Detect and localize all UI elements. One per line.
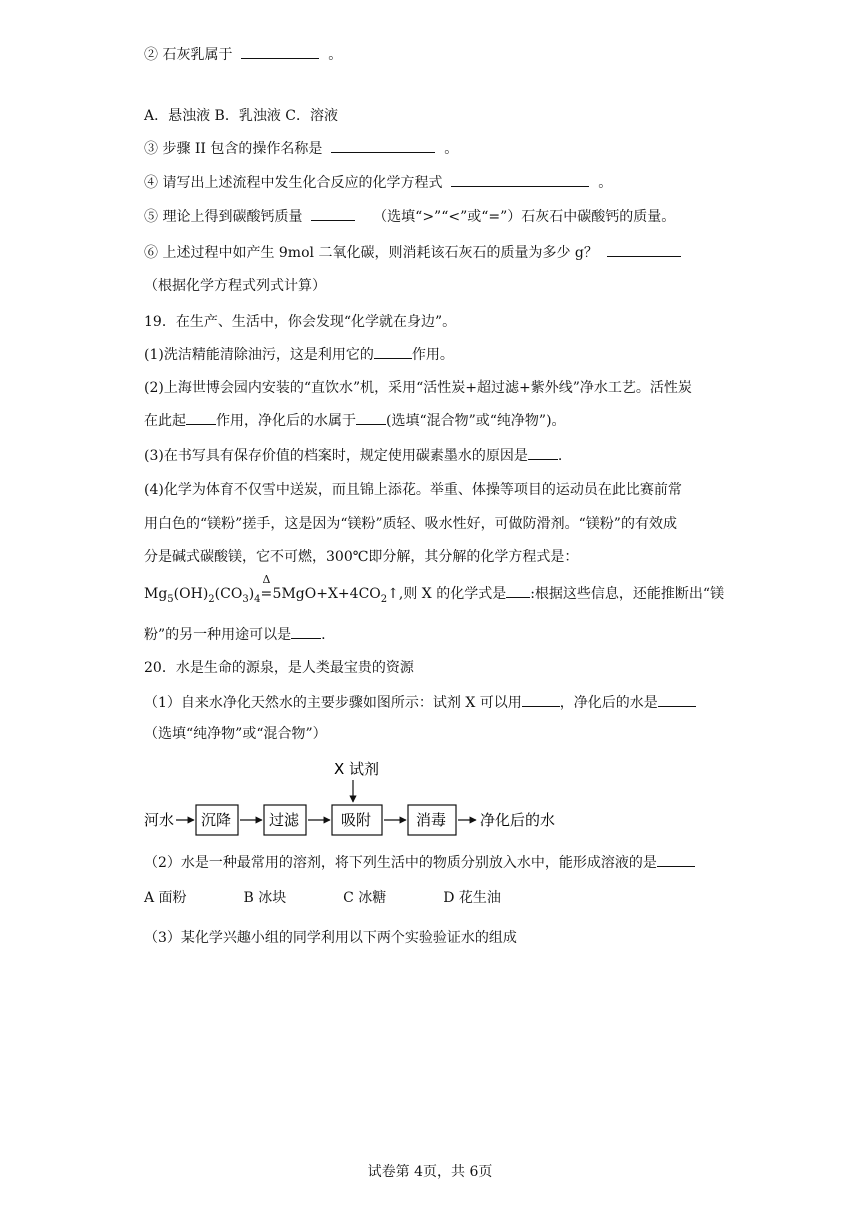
q18-options: A．悬浊液 B．乳浊液 C．溶液 bbox=[144, 108, 339, 124]
q18-item-3: ③ 步骤 II 包含的操作名称是 。 bbox=[144, 138, 458, 159]
answer-blank[interactable] bbox=[291, 624, 321, 639]
chemical-formula: $Mg_5(OH)_2(CO_3)_4$ bbox=[144, 586, 261, 605]
q20-part-3: （3）某化学兴趣小组的同学利用以下两个实验验证水的组成 bbox=[144, 930, 517, 946]
page-footer: 试卷第 4页，共 6页 bbox=[367, 1164, 493, 1180]
answer-blank[interactable] bbox=[522, 692, 560, 707]
option-a: A 面粉 bbox=[144, 890, 187, 906]
answer-blank[interactable] bbox=[374, 344, 412, 359]
answer-blank[interactable] bbox=[506, 583, 530, 598]
answer-blank[interactable] bbox=[658, 692, 696, 707]
answer-blank[interactable] bbox=[528, 445, 558, 460]
step-label: 吸附 bbox=[341, 811, 372, 829]
q19-part-4-line-2: 用白色的“镁粉”搓手，这是因为“镁粉”质轻、吸水性好，可做防滑剂。“镁粉”的有效成 bbox=[144, 516, 677, 532]
q19-part-4-line-3: 分是碱式碳酸镁，它不可燃，300℃即分解，其分解的化学方程式是： bbox=[144, 549, 579, 565]
answer-blank[interactable] bbox=[451, 172, 589, 187]
q18-item-6-note: （根据化学方程式列式计算） bbox=[144, 278, 326, 294]
option-d: D 花生油 bbox=[443, 890, 501, 906]
reagent-label: X 试剂 bbox=[334, 760, 380, 778]
heat-delta-icon: Δ = bbox=[260, 573, 273, 602]
answer-blank[interactable] bbox=[356, 410, 386, 425]
answer-blank[interactable] bbox=[311, 206, 355, 221]
result-label: 净化后的水 bbox=[480, 811, 556, 829]
q19-part-1: (1)洗洁精能清除油污，这是利用它的 作用。 bbox=[144, 344, 454, 365]
q19-equation-line: $Mg_5(OH)_2(CO_3)_4$ Δ $=5MgO+X+4CO_2↑$,则 X 的化学式是 :根据这些信息，还能推断出“镁 bbox=[144, 573, 725, 605]
q18-item-5: ⑤ 理论上得到碳酸钙质量 （选填“>”“<”或“=”）石灰石中碳酸钙的质量。 bbox=[144, 206, 675, 227]
step-label: 过滤 bbox=[269, 811, 300, 829]
q20-part-1: （1）自来水净化天然水的主要步骤如图所示：试剂 X 可以用 ，净化后的水是 bbox=[144, 692, 696, 713]
answer-blank[interactable] bbox=[186, 410, 216, 425]
step-label: 沉降 bbox=[201, 811, 232, 829]
source-label: 河水 bbox=[144, 811, 175, 829]
q20-options bbox=[144, 888, 501, 908]
step-label: 消毒 bbox=[416, 811, 447, 829]
q18-item-6: ⑥ 上述过程中如产生 9mol 二氧化碳，则消耗该石灰石的质量为多少 g？ bbox=[144, 242, 681, 263]
q19-part-3: (3)在书写具有保存价值的档案时，规定使用碳素墨水的原因是 . bbox=[144, 445, 562, 466]
q19-part-2-line-2: 在此起 作用，净化后的水属于 (选填“混合物”或“纯净物”)。 bbox=[144, 410, 566, 431]
q19-part-2-line-1: (2)上海世博会园内安装的“直饮水”机，采用“活性炭+超过滤+紫外线”净水工艺。活性炭 bbox=[144, 380, 692, 396]
option-c: C 冰糖 bbox=[343, 890, 387, 906]
water-purification-diagram bbox=[144, 758, 584, 838]
q20-part-2: （2）水是一种最常用的溶剂，将下列生活中的物质分别放入水中，能形成溶液的是 bbox=[144, 852, 695, 873]
option-b: B 冰块 bbox=[243, 890, 287, 906]
q20-title: 20．水是生命的源泉，是人类最宝贵的资源 bbox=[144, 660, 414, 676]
answer-blank[interactable] bbox=[657, 852, 695, 867]
answer-blank[interactable] bbox=[331, 138, 435, 153]
q18-item-4: ④ 请写出上述流程中发生化合反应的化学方程式 。 bbox=[144, 172, 612, 193]
answer-blank[interactable] bbox=[241, 44, 319, 59]
answer-blank[interactable] bbox=[607, 242, 681, 257]
q18-item-2: ② 石灰乳属于 。 bbox=[144, 44, 342, 65]
q19-part-4-line-1: (4)化学为体育不仅雪中送炭，而且锦上添花。举重、体操等项目的运动员在此比赛前常 bbox=[144, 482, 682, 498]
q19-part-4-line-5: 粉”的另一种用途可以是 . bbox=[144, 624, 326, 645]
q19-title: 19．在生产、生活中，你会发现“化学就在身边”。 bbox=[144, 314, 457, 330]
q20-part-1-note: （选填“纯净物”或“混合物”） bbox=[144, 726, 327, 742]
